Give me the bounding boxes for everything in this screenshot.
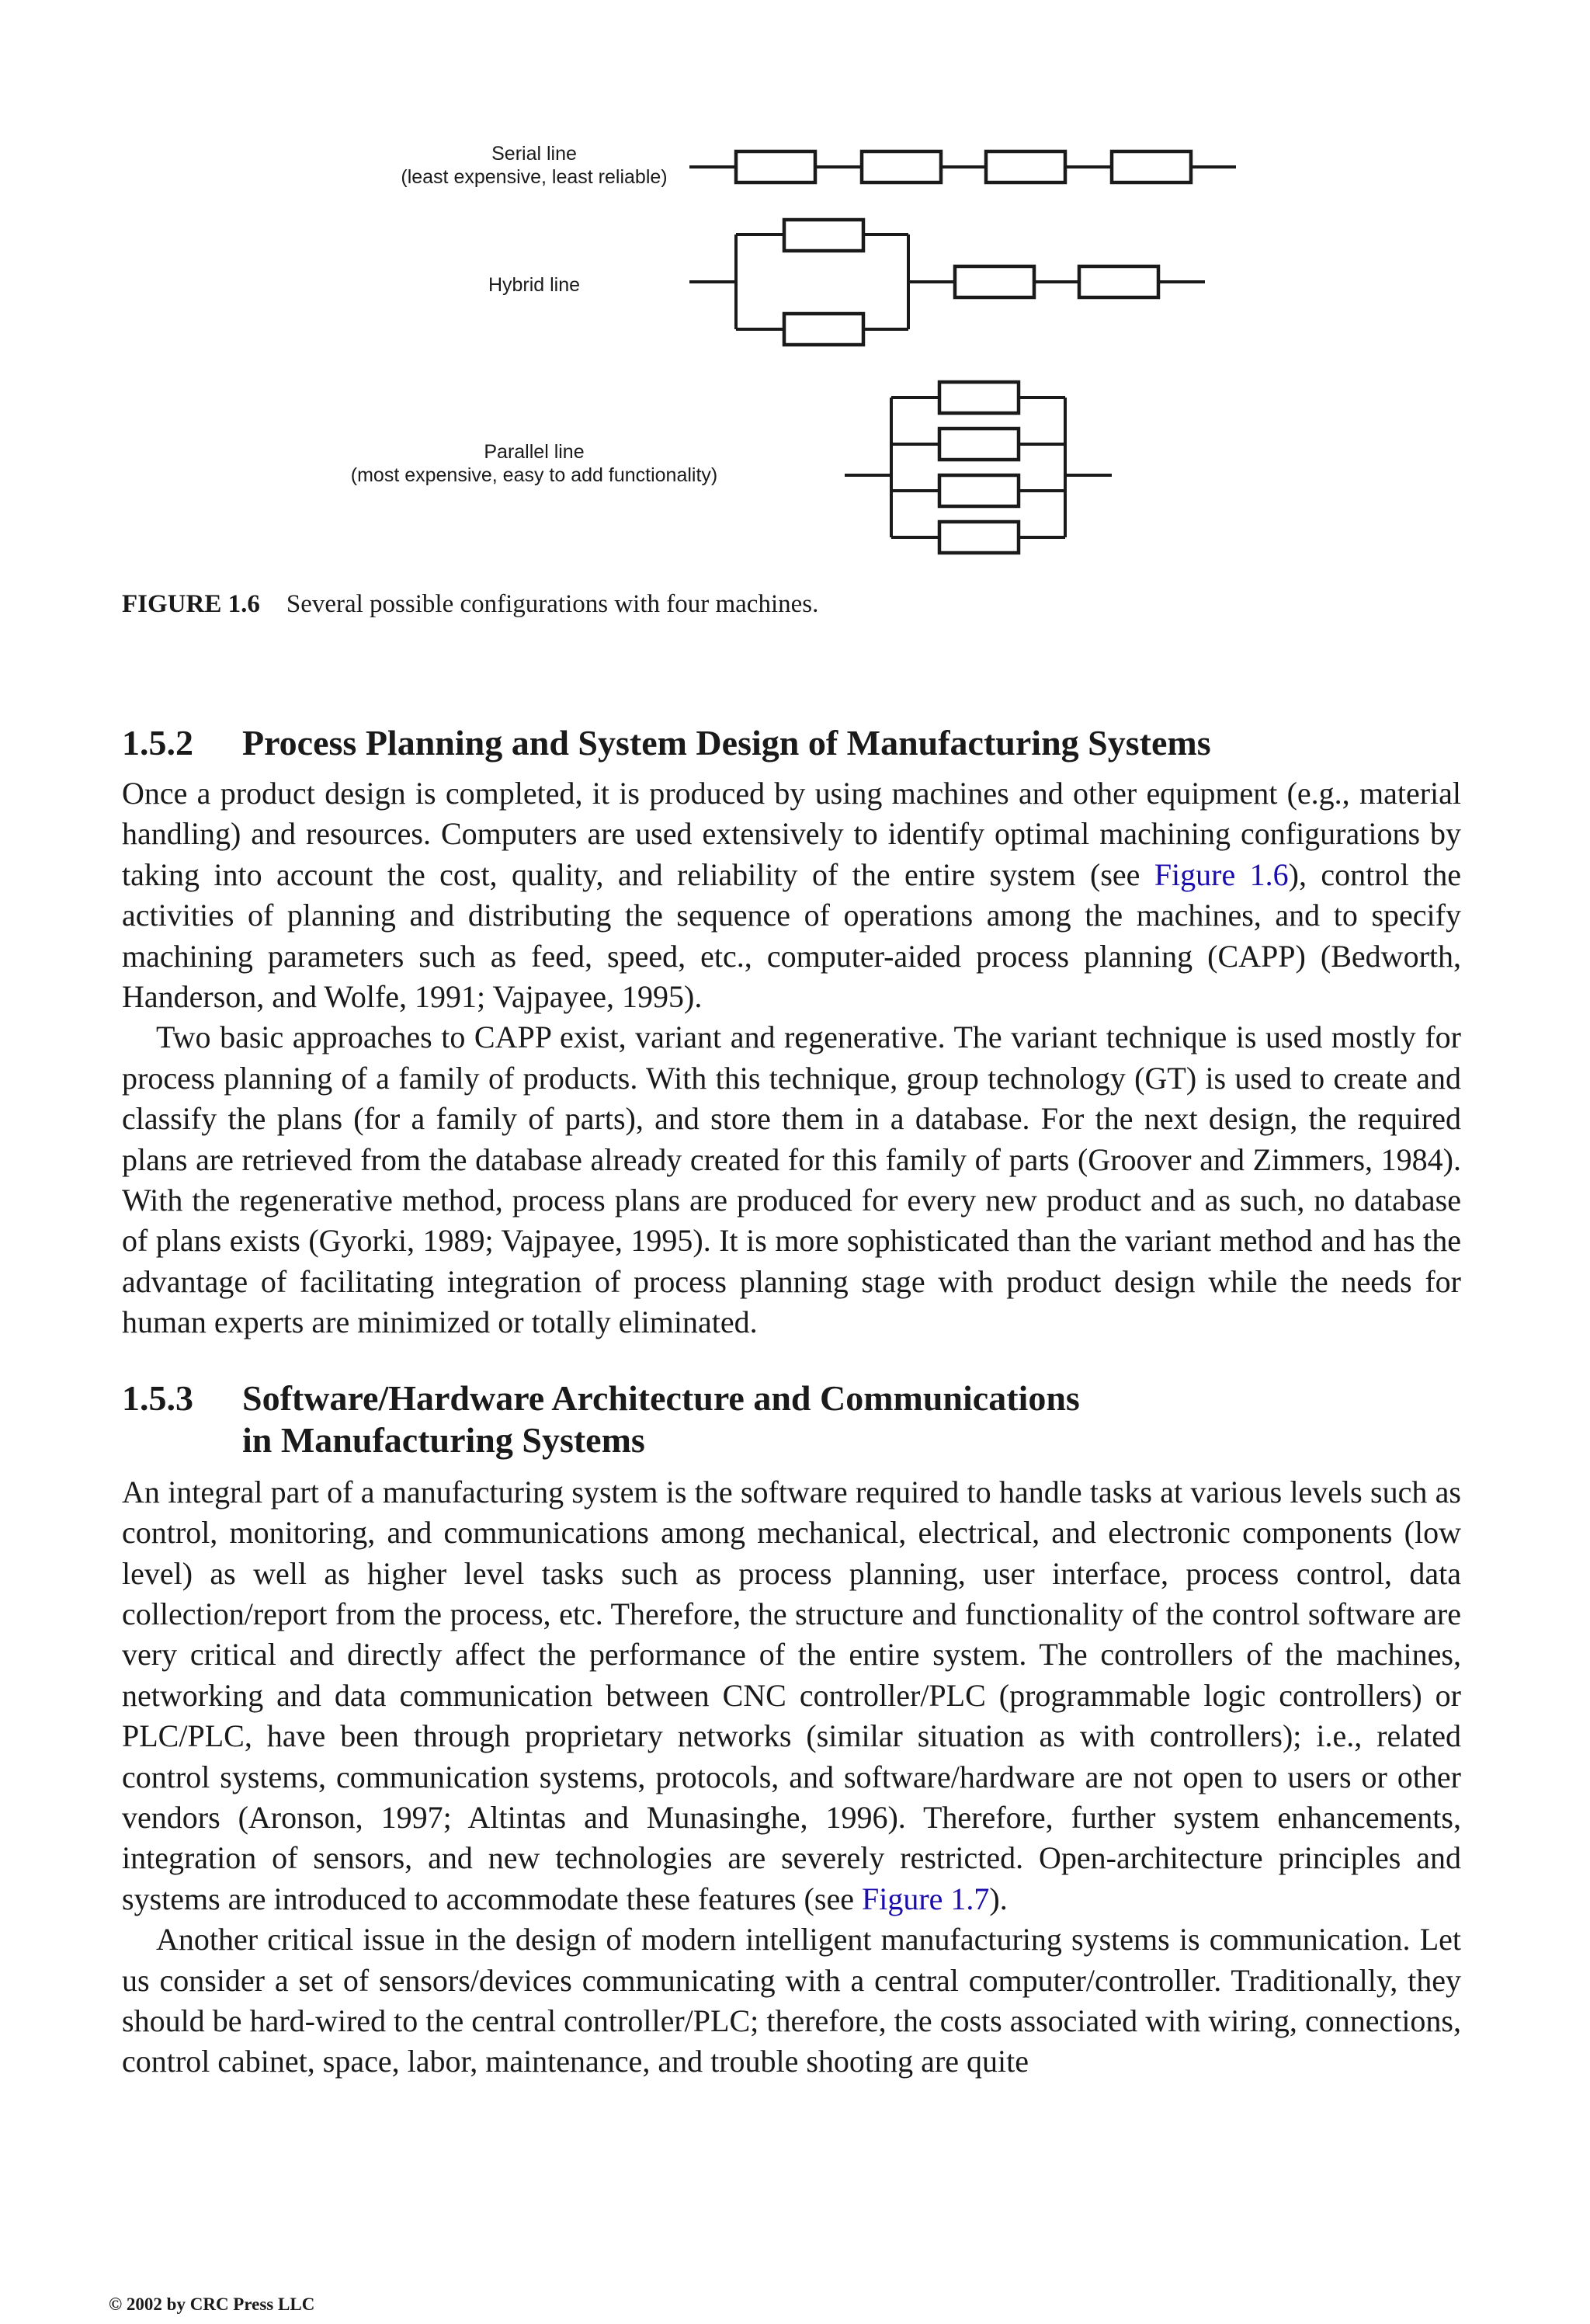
- section-title-line-2: in Manufacturing Systems: [242, 1419, 645, 1460]
- parallel-machine-1: [939, 382, 1019, 413]
- section-title-line-1: Software/Hardware Architecture and Communications: [242, 1377, 1080, 1418]
- configuration-diagram: [0, 0, 1590, 575]
- body-text: [122, 722, 1461, 2083]
- paragraph-capp-intro: [122, 773, 1461, 1017]
- parallel-line-config: [351, 382, 1112, 553]
- copyright-footer: © 2002 by CRC Press LLC: [109, 2294, 315, 2314]
- hybrid-serial-machine-2: [1079, 266, 1158, 297]
- serial-machine-4: [1112, 151, 1191, 182]
- section-title: [242, 1377, 1461, 1461]
- paragraph-text: ), control the activities of planning and distributing the sequence of operations among the machines, and to specify machining parameters such as feed, speed, etc., computer-aided process planning (CAPP) (Bedworth, Handerson, and Wolfe, 1991; Vajpayee, 1995).: [122, 856, 1461, 1015]
- parallel-machine-2: [939, 429, 1019, 460]
- hybrid-line-config: [488, 220, 1205, 345]
- paragraph-capp-approaches: Two basic approaches to CAPP exist, variant and regenerative. The variant technique is used mostly for process planning of a family of products. With this technique, group technology (GT) is used to create and classify the plans (for a family of parts), and store them in a database. For the next design, the required plans are retrieved from the database already created for this family of parts (Groover and Zimmers, 1984). With the regenerative method, process plans are produced for every new product and as such, no database of plans exists (Gyorki, 1989; Vajpayee, 1995). It is more sophisticated than the variant method and has the advantage of facilitating integration of process planning stage with product design while the needs for human experts are minimized or totally eliminated.: [122, 1020, 1461, 1340]
- serial-machine-1: [736, 151, 815, 182]
- hybrid-serial-machine-1: [955, 266, 1034, 297]
- serial-line-subtitle: (least expensive, least reliable): [401, 166, 668, 188]
- hybrid-line-title: Hybrid line: [488, 274, 581, 296]
- section-title: Process Planning and System Design of Manufacturing Systems: [242, 723, 1211, 763]
- serial-line-config: [401, 143, 1236, 188]
- paragraph-text: ).: [989, 1881, 1008, 1916]
- figure-1-7-link[interactable]: Figure 1.7: [861, 1881, 990, 1916]
- paragraph-software-architecture: [122, 1472, 1461, 1919]
- serial-machine-3: [986, 151, 1065, 182]
- parallel-line-subtitle: (most expensive, easy to add functionality): [350, 464, 718, 486]
- section-number: 1.5.2: [122, 723, 193, 763]
- figure-caption: [122, 590, 818, 619]
- section-heading-1-5-2: [122, 722, 1461, 764]
- serial-line-title: Serial line: [491, 143, 577, 165]
- serial-machine-2: [862, 151, 941, 182]
- hybrid-parallel-machine-1: [784, 220, 863, 251]
- parallel-line-title: Parallel line: [484, 441, 585, 463]
- parallel-machine-4: [939, 522, 1019, 553]
- figure-caption-text: Several possible configurations with four machines.: [286, 590, 819, 618]
- parallel-machine-3: [939, 475, 1019, 506]
- paragraph-text: An integral part of a manufacturing system is the software required to handle tasks at various levels such as control, monitoring, and communications among mechanical, electrical, and electronic components (low level) as well as higher level tasks such as process planning, user interface, process control, data collection/report from the process, etc. Therefore, the structure and functionality of the control software are very critical and directly affect the performance of the entire system. The controllers of the machines, networking and data communication between CNC controller/PLC (programmable logic controllers) or PLC/PLC, have been through proprietary networks (similar situation as with controllers); i.e., related control systems, communication systems, protocols, and software/hardware are not open to users or other vendors (Aronson, 1997; Altintas and Munasinghe, 1996). Therefore, further system enhancements, integration of sensors, and new technologies are severely restricted. Open-architecture principles and systems are introduced to accommodate these features (see: [122, 1474, 1461, 1916]
- figure-1-6-link[interactable]: Figure 1.6: [1154, 856, 1289, 892]
- section-number: 1.5.3: [122, 1377, 193, 1418]
- paragraph-text: Once a product design is completed, it is produced by using machines and other equipment (e.g., material handling) and resources. Computers are used extensively to identify optimal machining configurations by taking into account the cost, quality, and reliability of the entire system (see: [122, 776, 1461, 892]
- figure-caption-label: FIGURE 1.6: [122, 590, 260, 618]
- section-heading-1-5-3: [122, 1377, 1461, 1461]
- paragraph-communication: Another critical issue in the design of modern intelligent manufacturing systems is communication. Let us consider a set of sensors/devices communicating with a central computer/controller. Traditionally, they should be hard-wired to the central controller/PLC; therefore, the costs associated with wiring, connections, control cabinet, space, labor, maintenance, and trouble shooting are quite: [122, 1922, 1461, 2079]
- hybrid-parallel-machine-2: [784, 314, 863, 345]
